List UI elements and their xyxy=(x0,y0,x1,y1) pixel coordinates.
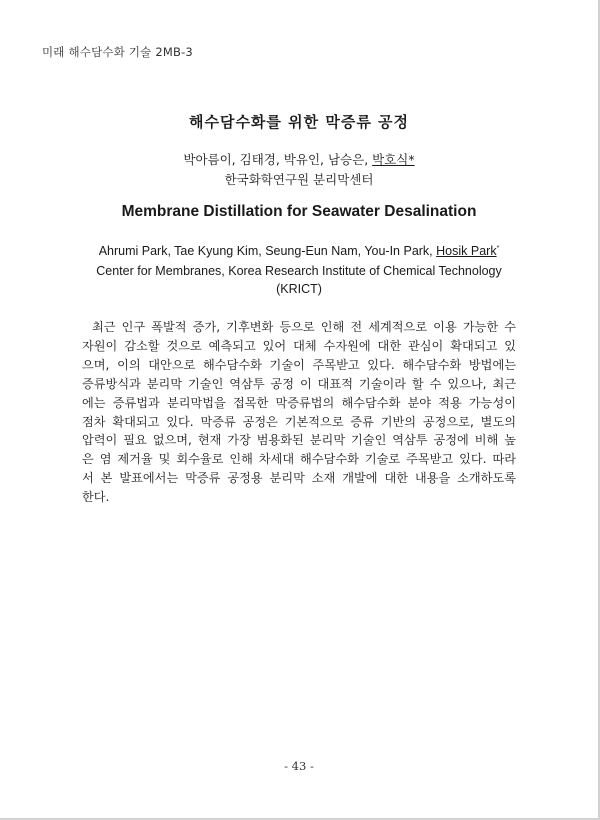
abstract-line: 한다. xyxy=(82,490,110,505)
abstract-line: 압력이 필요 없으며, 현재 가장 범용화된 분리막 기술인 역삼투 공정에 비해 높 xyxy=(82,433,516,448)
english-authors xyxy=(0,244,598,258)
english-corresponding-author: Hosik Park xyxy=(436,244,497,258)
korean-authors xyxy=(0,150,598,168)
abstract-line: 은 염 제거율 및 회수율로 인해 차세대 해수담수화 기술로 주목받고 있다. 따라 xyxy=(82,452,516,467)
korean-corresponding-author: 박호식* xyxy=(372,152,415,167)
abstract-line: 증류방식과 분리막 기술인 역삼투 공정 이 대표적 기술이라 할 수 있으나, 최근 xyxy=(82,376,516,391)
korean-affiliation: 한국화학연구원 분리막센터 xyxy=(224,172,374,187)
running-header: 미래 해수담수화 기술 2MB-3 xyxy=(42,45,193,59)
abstract-line: 에는 증류법과 분리막법을 접목한 막증류법의 해수담수화 분야 적용 가능성이 xyxy=(82,395,516,410)
abstract-line: 서 본 발표에서는 막증류 공정용 분리막 소재 개발에 대한 내용을 소개하도록 xyxy=(82,471,516,486)
korean-title: 해수담수화를 위한 막증류 공정 xyxy=(188,113,410,131)
english-author-list: Ahrumi Park, Tae Kyung Kim, Seung-Eun Nam, You-In Park, xyxy=(98,244,437,258)
abstract-line: 으며, 이의 대안으로 해수담수화 기술이 주목받고 있다. 해수담수화 방법에는 xyxy=(82,357,516,372)
english-affiliation: Center for Membranes, Korea Research Institute of Chemical Technology xyxy=(96,264,502,278)
english-affiliation-abbr: (KRICT) xyxy=(276,282,322,296)
abstract-line: 자원이 감소할 것으로 예측되고 있어 대체 수자원에 대한 관심이 확대되고 있 xyxy=(82,338,516,353)
abstract-body xyxy=(82,318,516,507)
english-title: Membrane Distillation for Seawater Desalination xyxy=(121,203,477,220)
korean-author-list: 박아름이, 김태경, 박유인, 남승은, xyxy=(183,152,373,167)
abstract-line: 최근 인구 폭발적 증가, 기후변화 등으로 인해 전 세계적으로 이용 가능한 수 xyxy=(92,320,516,334)
abstract-line: 점차 확대되고 있다. 막증류 공정은 기본적으로 증류 기반의 공정으로, 별도의 xyxy=(82,414,516,429)
page-number: - 43 - xyxy=(284,759,314,773)
corresponding-mark: * xyxy=(496,244,500,252)
